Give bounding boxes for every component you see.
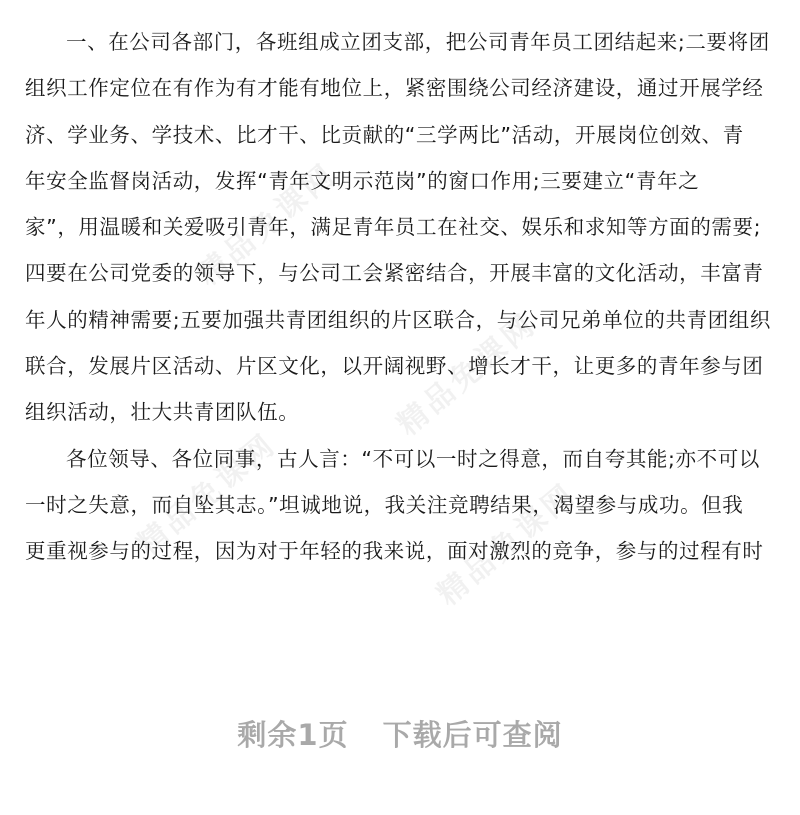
paragraph-1	[25, 19, 777, 436]
remaining-pages-banner[interactable]	[0, 713, 800, 754]
watermark: 精品免课网	[190, 156, 344, 293]
text-line: 更重视参与的过程，因为对于年轻的我来说，面对激烈的竞争，参与的过程有时	[25, 539, 764, 564]
text-line: 一、在公司各部门，各班组成立团支部，把公司青年员工团结起来;二要将团	[66, 30, 770, 54]
document-body	[25, 19, 777, 575]
text-line: 济、学业务、学技术、比才干、比贡献的“三学两比”活动，开展岗位创效、青	[25, 122, 744, 147]
text-line: 组织工作定位在有作为有才能有地位上，紧密围绕公司经济建设，通过开展学经	[25, 76, 764, 101]
text-line: 家”，用温暖和关爱吸引青年，满足青年员工在社交、娱乐和求知等方面的需要;	[25, 215, 762, 240]
text-line: 联合，发展片区活动、片区文化，以开阔视野、增长才干，让更多的青年参与团	[25, 354, 764, 379]
watermark: 精品免课网	[390, 306, 544, 443]
text-line: 年安全监督岗活动，发挥“青年文明示范岗”的窗口作用;三要建立“青年之	[25, 168, 700, 193]
text-line: 各位领导、各位同事，古人言：“不可以一时之得意，而自夸其能;亦不可以	[66, 446, 760, 471]
text-line: 年人的精神需要;五要加强共青团组织的片区联合，与公司兄弟单位的共青团组织	[25, 307, 772, 332]
text-line: 组织活动，壮大共青团队伍。	[25, 400, 300, 425]
download-hint-label: 下载后可查阅	[382, 718, 563, 752]
watermark: 精品免课网	[430, 476, 584, 613]
text-line: 四要在公司党委的领导下，与公司工会紧密结合，开展丰富的文化活动，丰富青	[25, 261, 764, 286]
paragraph-2	[25, 436, 777, 575]
watermark: 精品免课网	[130, 426, 284, 563]
remaining-pages-label: 剩余1页	[237, 718, 349, 752]
text-line: 一时之失意，而自坠其志。”坦诚地说，我关注竞聘结果，渴望参与成功。但我	[25, 492, 744, 517]
